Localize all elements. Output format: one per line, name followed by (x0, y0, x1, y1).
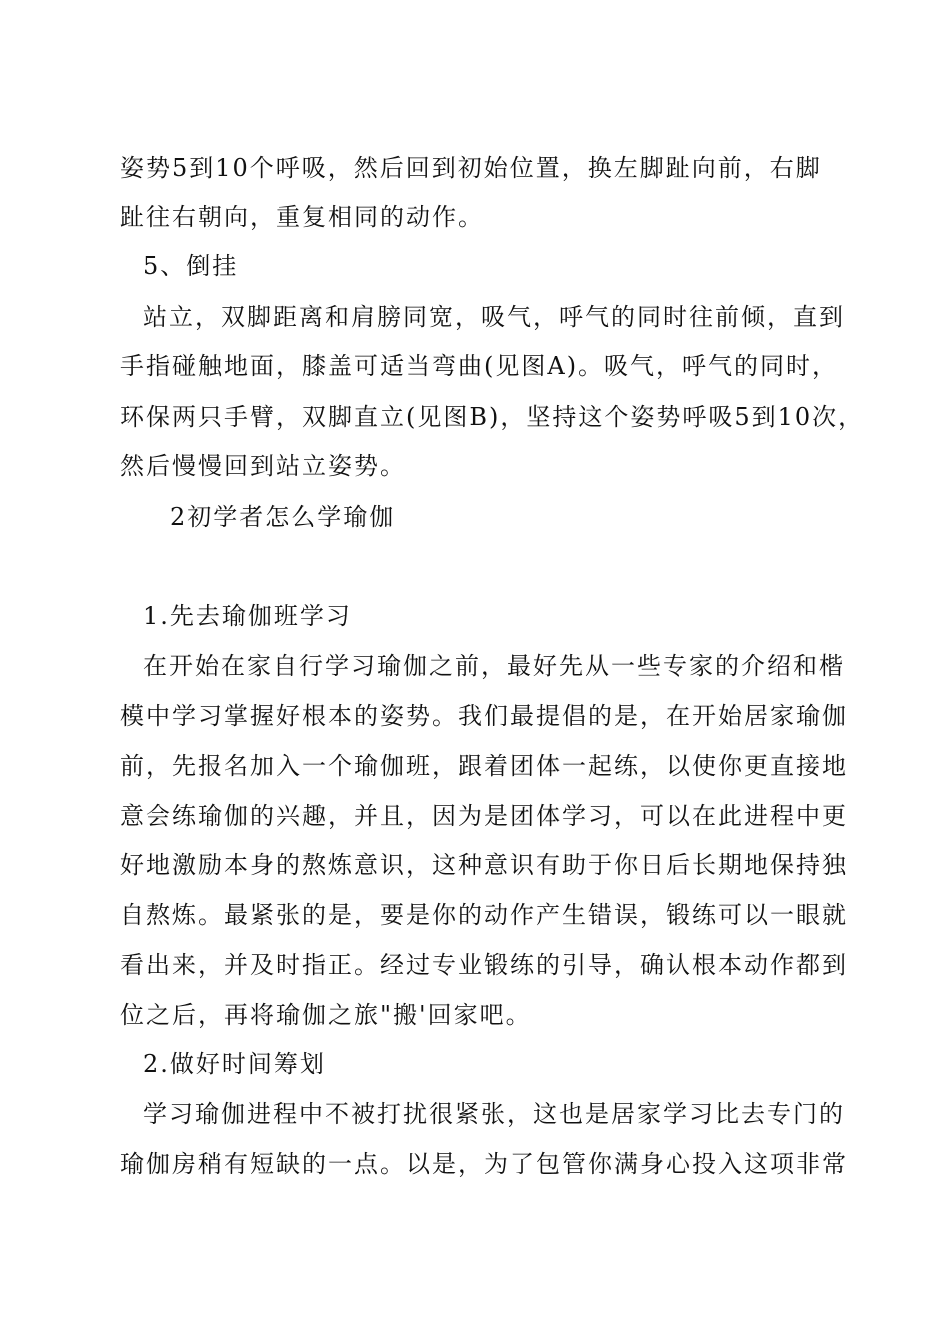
body-text-line: 看出来，并及时指正。经过专业锻练的引导，确认根本动作都到 (120, 951, 848, 979)
body-text-line: 好地激励本身的熬炼意识，这种意识有助于你日后长期地保持独 (120, 851, 848, 879)
body-text-line: 模中学习掌握好根本的姿势。我们最提倡的是，在开始居家瑜伽 (120, 702, 848, 730)
body-text-line: 位之后，再将瑜伽之旅"搬'回家吧。 (120, 1001, 532, 1029)
body-text-line: 然后慢慢回到站立姿势。 (120, 452, 406, 480)
body-text-line: 趾往右朝向，重复相同的动作。 (120, 203, 484, 231)
body-text-line: 手指碰触地面，膝盖可适当弯曲(见图A)。吸气，呼气的同时， (120, 352, 839, 380)
paragraph-first-line: 学习瑜伽进程中不被打扰很紧张，这也是居家学习比去专门的 (143, 1100, 845, 1128)
section-heading: 5、倒挂 (143, 252, 239, 280)
paragraph-first-line: 在开始在家自行学习瑜伽之前，最好先从一些专家的介绍和楷 (143, 652, 845, 680)
chapter-heading: 2初学者怎么学瑜伽 (170, 503, 396, 531)
paragraph-first-line: 站立，双脚距离和肩膀同宽，吸气，呼气的同时往前倾，直到 (143, 303, 845, 331)
section-heading: 2.做好时间筹划 (143, 1050, 326, 1078)
section-heading: 1.先去瑜伽班学习 (143, 602, 352, 630)
body-text-line: 环保两只手臂，双脚直立(见图B)，坚持这个姿势呼吸5到10次， (120, 403, 865, 431)
body-text-line: 姿势5到10个呼吸，然后回到初始位置，换左脚趾向前，右脚 (120, 154, 822, 182)
body-text-line: 瑜伽房稍有短缺的一点。以是，为了包管你满身心投入这项非常 (120, 1150, 848, 1178)
body-text-line: 意会练瑜伽的兴趣，并且，因为是团体学习，可以在此进程中更 (120, 802, 848, 830)
body-text-line: 前，先报名加入一个瑜伽班，跟着团体一起练，以使你更直接地 (120, 752, 848, 780)
body-text-line: 自熬炼。最紧张的是，要是你的动作产生错误，锻练可以一眼就 (120, 901, 848, 929)
